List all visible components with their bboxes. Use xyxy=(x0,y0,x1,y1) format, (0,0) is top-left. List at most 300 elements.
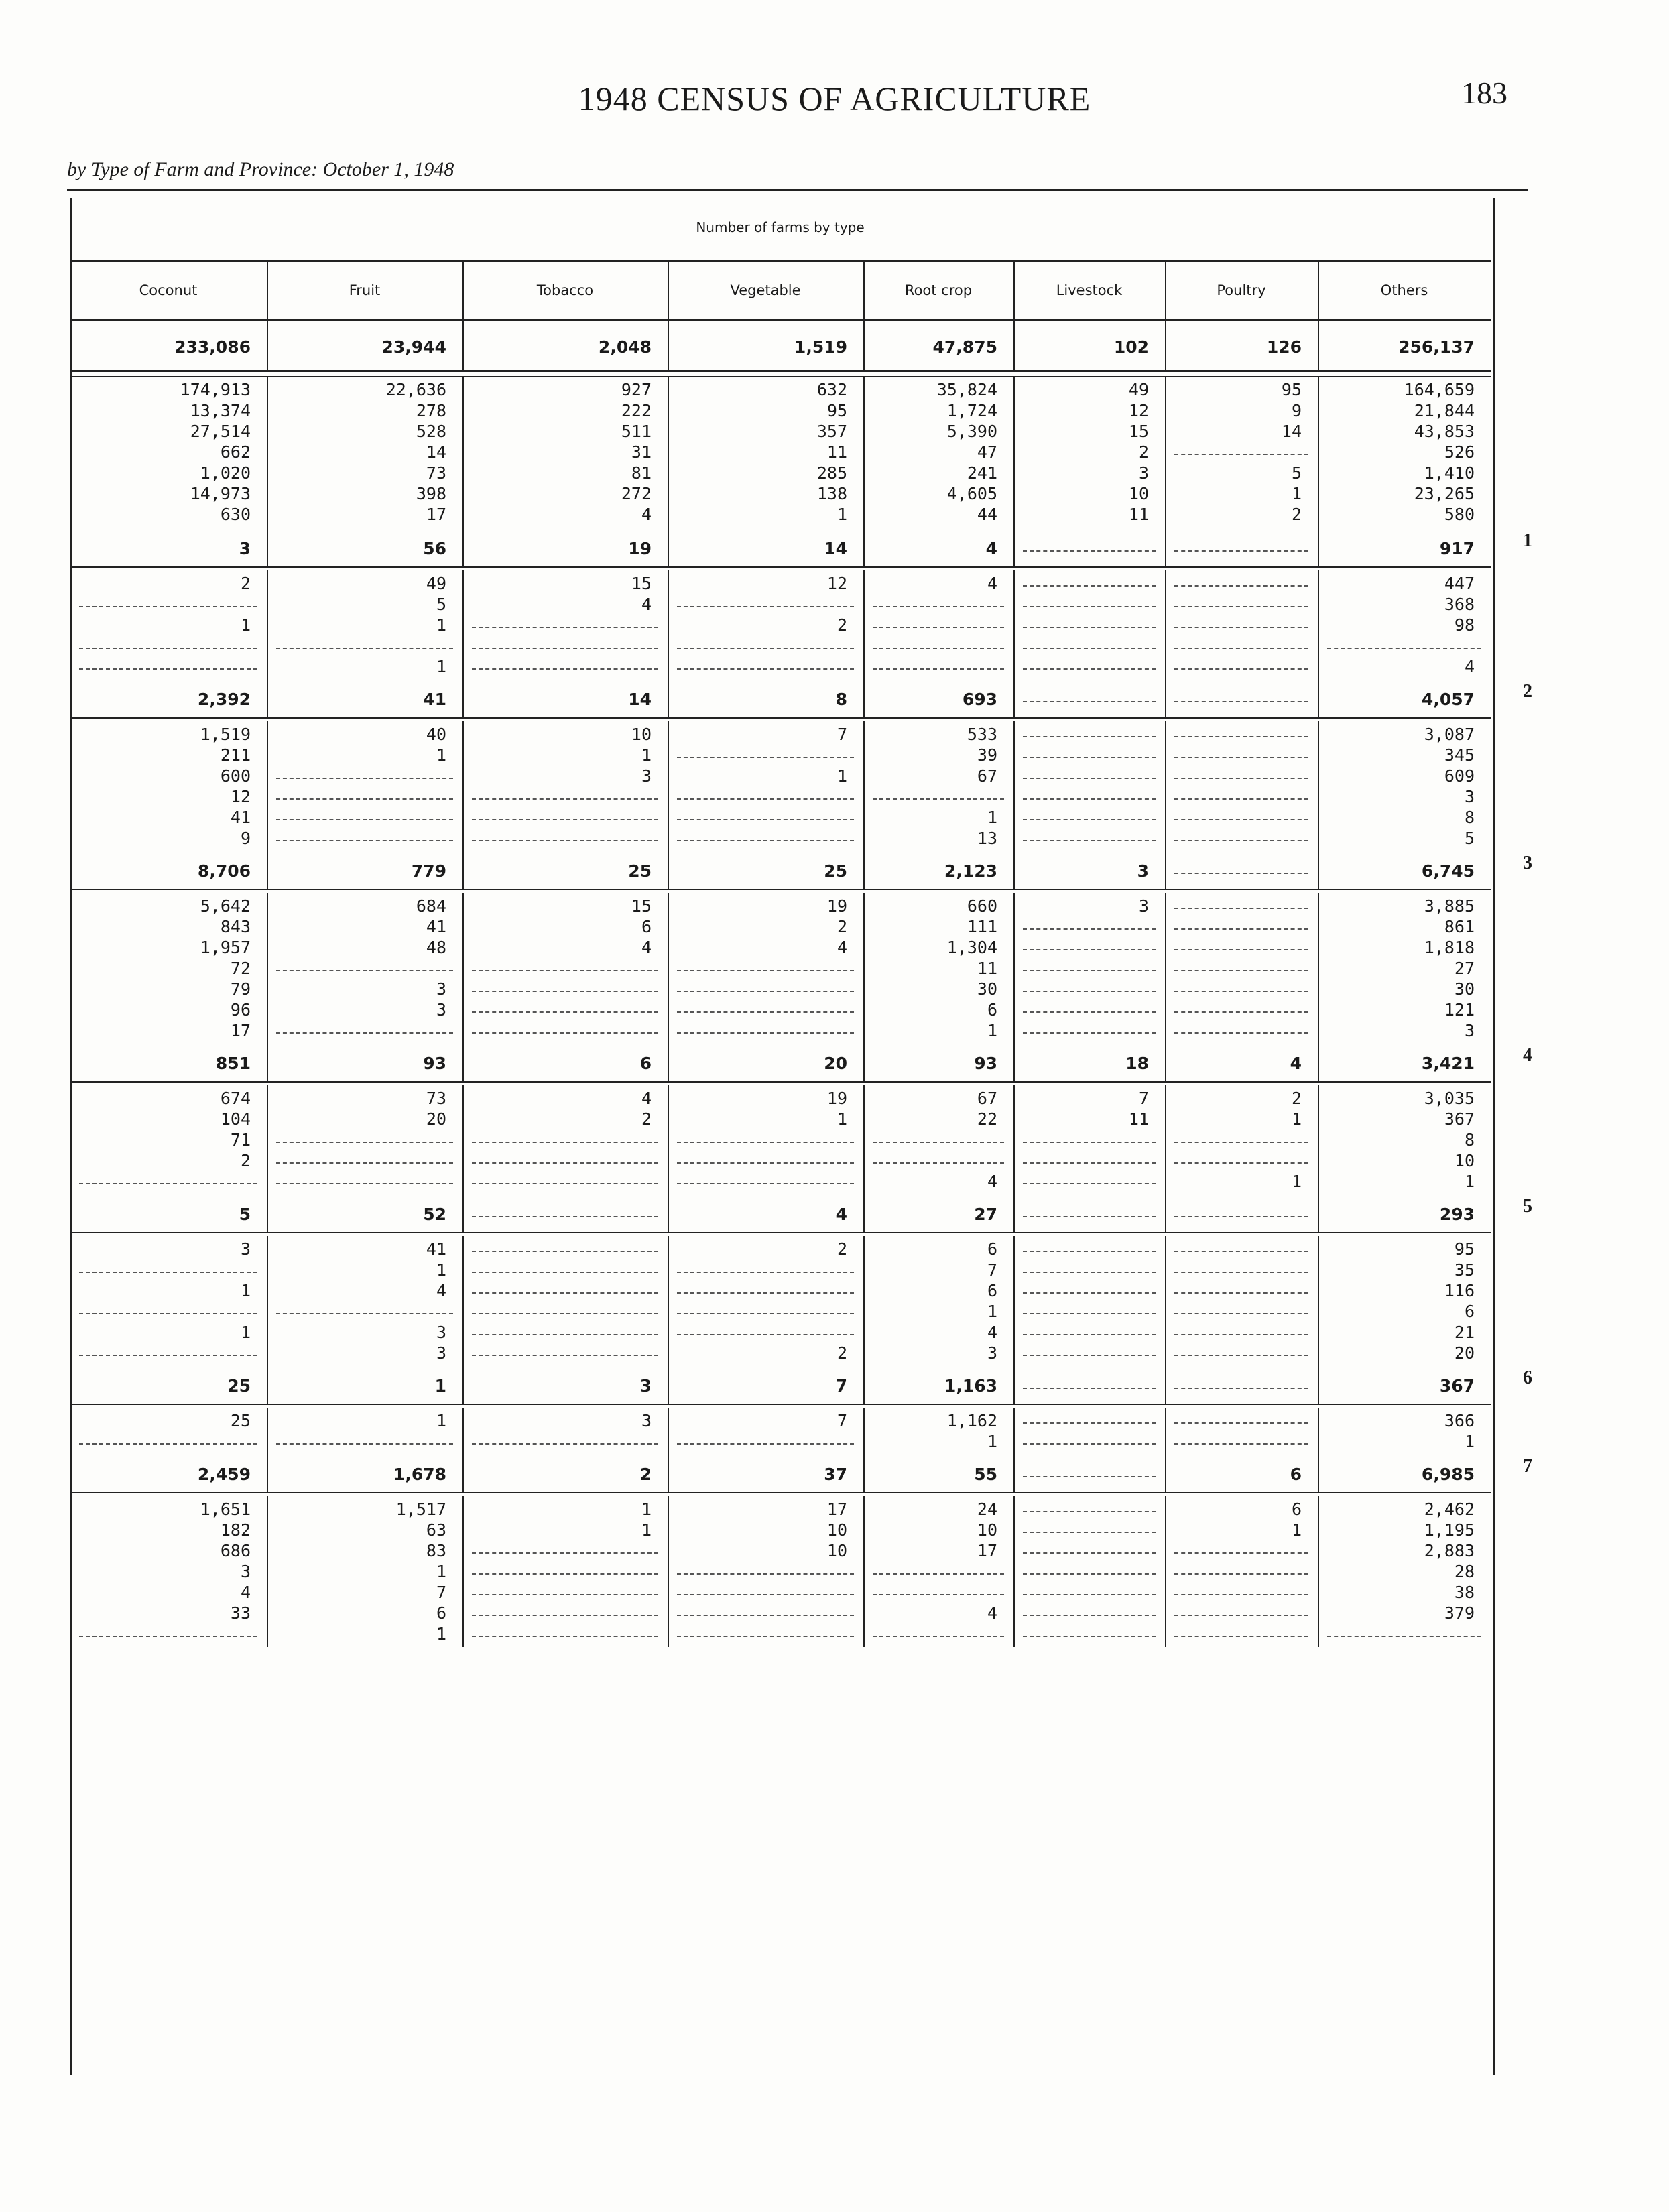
data-cell: 1 xyxy=(641,745,652,765)
leader-dots xyxy=(1174,1355,1308,1356)
section-rule xyxy=(70,1404,1491,1405)
data-cell: 1 xyxy=(1291,1520,1302,1540)
data-cell: 7 xyxy=(436,1583,446,1602)
data-cell: 686 xyxy=(220,1541,251,1560)
total-cell: 1,163 xyxy=(944,1376,997,1396)
data-cell: 241 xyxy=(967,463,997,483)
column-header-4 xyxy=(863,261,1015,321)
leader-dots xyxy=(873,1636,1004,1637)
leader-dots xyxy=(677,1032,854,1034)
leader-dots xyxy=(1023,1183,1156,1184)
column-divider xyxy=(863,1496,865,1647)
leader-dots xyxy=(276,1313,453,1314)
data-cell: 73 xyxy=(426,1089,446,1108)
column-divider xyxy=(462,893,464,1044)
data-cell: 31 xyxy=(631,442,652,462)
data-cell: 63 xyxy=(426,1520,446,1540)
leader-dots xyxy=(1023,1615,1156,1616)
data-cell: 7 xyxy=(1138,1089,1149,1108)
section-number: 1 xyxy=(1523,530,1532,551)
data-cell: 1 xyxy=(436,745,446,765)
section-number: 7 xyxy=(1523,1456,1532,1477)
column-divider xyxy=(668,377,669,529)
data-cell: 67 xyxy=(977,1089,997,1108)
data-cell: 11 xyxy=(826,442,847,462)
data-cell: 13,374 xyxy=(190,401,251,420)
total-cell: 3 xyxy=(1137,861,1149,881)
total-cell: 8,706 xyxy=(197,861,251,881)
total-cell: 56 xyxy=(423,539,446,558)
leader-dots xyxy=(276,798,453,800)
data-cell: 20 xyxy=(426,1109,446,1129)
data-cell: 3 xyxy=(436,1343,446,1363)
total-cell: 4 xyxy=(1290,1054,1302,1073)
data-cell: 2 xyxy=(837,917,847,936)
data-cell: 528 xyxy=(416,422,446,441)
leader-dots xyxy=(472,1183,658,1184)
data-cell: 927 xyxy=(621,380,652,400)
data-cell: 6 xyxy=(1464,1302,1475,1321)
leader-dots xyxy=(677,1334,854,1335)
data-cell: 17 xyxy=(230,1021,251,1040)
total-cell: 7 xyxy=(835,1376,847,1396)
leader-dots xyxy=(677,1636,854,1637)
data-cell: 1,651 xyxy=(200,1499,251,1519)
data-cell: 1 xyxy=(987,808,997,827)
section-number: 6 xyxy=(1523,1367,1532,1388)
data-cell: 285 xyxy=(816,463,847,483)
data-cell: 3 xyxy=(240,1562,251,1581)
data-cell: 367 xyxy=(1444,1109,1475,1129)
data-cell: 511 xyxy=(621,422,652,441)
leader-dots xyxy=(1174,1334,1308,1335)
column-divider xyxy=(863,570,865,680)
data-cell: 1 xyxy=(1291,1172,1302,1191)
column-divider xyxy=(863,377,865,529)
data-cell: 2 xyxy=(1291,505,1302,524)
column-divider xyxy=(863,320,865,370)
leader-dots xyxy=(1174,585,1308,587)
data-cell: 2,462 xyxy=(1424,1499,1475,1519)
data-cell: 138 xyxy=(816,484,847,503)
data-cell: 30 xyxy=(1454,979,1475,999)
data-cell: 278 xyxy=(416,401,446,420)
leader-dots xyxy=(1023,648,1156,649)
table-subtitle: by Type of Farm and Province: October 1, 1948 xyxy=(67,158,454,180)
leader-dots xyxy=(677,1573,854,1575)
data-cell: 10 xyxy=(826,1520,847,1540)
total-cell: 293 xyxy=(1439,1205,1475,1224)
leader-dots xyxy=(472,1443,658,1445)
section-number: 2 xyxy=(1523,681,1532,702)
leader-dots xyxy=(79,1183,257,1184)
column-divider xyxy=(1013,1408,1015,1455)
data-cell: 39 xyxy=(977,745,997,765)
column-divider xyxy=(267,893,268,1044)
leader-dots xyxy=(1023,1443,1156,1445)
data-cell: 3 xyxy=(240,1239,251,1259)
data-cell: 73 xyxy=(426,463,446,483)
total-cell: 4,057 xyxy=(1421,690,1475,709)
data-cell: 33 xyxy=(230,1603,251,1623)
data-cell: 366 xyxy=(1444,1411,1475,1430)
column-divider xyxy=(267,1408,268,1455)
data-cell: 345 xyxy=(1444,745,1475,765)
data-cell: 7 xyxy=(837,725,847,744)
data-cell: 35,824 xyxy=(936,380,997,400)
column-divider xyxy=(1318,1455,1319,1492)
leader-dots xyxy=(276,1032,453,1034)
data-cell: 104 xyxy=(220,1109,251,1129)
total-cell: 1,678 xyxy=(393,1465,446,1484)
column-divider xyxy=(1013,1366,1015,1404)
data-cell: 1 xyxy=(837,766,847,786)
leader-dots xyxy=(677,668,854,670)
leader-dots xyxy=(79,1636,257,1637)
leader-dots xyxy=(677,1443,854,1445)
column-divider xyxy=(267,570,268,680)
leader-dots xyxy=(1174,627,1308,628)
leader-dots xyxy=(472,1142,658,1143)
column-divider xyxy=(668,1044,669,1081)
leader-dots xyxy=(472,840,658,841)
column-divider xyxy=(668,1408,669,1455)
data-cell: 357 xyxy=(816,422,847,441)
data-cell: 27 xyxy=(1454,959,1475,978)
leader-dots xyxy=(1174,648,1308,649)
column-header-label: Fruit xyxy=(349,282,381,298)
data-cell: 1 xyxy=(240,615,251,635)
leader-dots xyxy=(1174,991,1308,992)
data-cell: 17 xyxy=(977,1541,997,1560)
page-number: 183 xyxy=(1461,76,1507,110)
section-rule xyxy=(70,1232,1491,1233)
leader-dots xyxy=(276,840,453,841)
column-divider xyxy=(267,721,268,851)
data-cell: 98 xyxy=(1454,615,1475,635)
column-divider xyxy=(462,851,464,889)
data-cell: 182 xyxy=(220,1520,251,1540)
data-cell: 533 xyxy=(967,725,997,744)
column-header-0 xyxy=(70,261,268,321)
leader-dots xyxy=(1174,1142,1308,1143)
total-cell: 52 xyxy=(423,1205,446,1224)
leader-dots xyxy=(79,668,257,670)
leader-dots xyxy=(1174,1615,1308,1616)
data-cell: 1 xyxy=(436,1624,446,1644)
section-number: 3 xyxy=(1523,853,1532,873)
data-cell: 111 xyxy=(967,917,997,936)
total-cell: 917 xyxy=(1439,539,1475,558)
leader-dots xyxy=(1174,1388,1308,1389)
leader-dots xyxy=(1023,585,1156,587)
data-cell: 4 xyxy=(641,1089,652,1108)
data-cell: 2 xyxy=(837,1239,847,1259)
data-cell: 222 xyxy=(621,401,652,420)
column-divider xyxy=(1165,1194,1166,1232)
leader-dots xyxy=(1174,1552,1308,1554)
data-cell: 2 xyxy=(1291,1089,1302,1108)
leader-dots xyxy=(472,819,658,820)
leader-dots xyxy=(1023,1532,1156,1533)
data-cell: 1 xyxy=(1291,484,1302,503)
data-cell: 15 xyxy=(631,574,652,593)
data-cell: 3 xyxy=(641,766,652,786)
leader-dots xyxy=(677,1162,854,1164)
data-cell: 6 xyxy=(987,1281,997,1300)
section-rule xyxy=(70,1492,1491,1493)
leader-dots xyxy=(1023,1355,1156,1356)
column-divider xyxy=(863,680,865,717)
leader-dots xyxy=(677,970,854,971)
data-cell: 1 xyxy=(436,615,446,635)
leader-dots xyxy=(677,1272,854,1273)
column-divider xyxy=(863,1044,865,1081)
total-cell: 25 xyxy=(227,1376,251,1396)
leader-dots xyxy=(677,798,854,800)
leader-dots xyxy=(1174,1216,1308,1217)
leader-dots xyxy=(472,627,658,628)
leader-dots xyxy=(1023,840,1156,841)
data-cell: 1 xyxy=(987,1432,997,1451)
data-cell: 447 xyxy=(1444,574,1475,593)
data-cell: 272 xyxy=(621,484,652,503)
data-cell: 6 xyxy=(1291,1499,1302,1519)
column-divider xyxy=(668,529,669,566)
section-rule xyxy=(70,717,1491,719)
leader-dots xyxy=(472,648,658,649)
column-divider xyxy=(1013,1194,1015,1232)
leader-dots xyxy=(1023,1388,1156,1389)
column-header-2 xyxy=(462,261,669,321)
total-cell: 14 xyxy=(628,690,652,709)
data-cell: 1,818 xyxy=(1424,938,1475,957)
total-cell: 3,421 xyxy=(1421,1054,1475,1073)
column-divider xyxy=(1013,320,1015,370)
leader-dots xyxy=(1174,606,1308,607)
data-cell: 5,390 xyxy=(946,422,997,441)
column-divider xyxy=(668,721,669,851)
total-cell: 37 xyxy=(824,1465,847,1484)
leader-dots xyxy=(1327,648,1481,649)
data-cell: 1 xyxy=(436,657,446,676)
column-divider xyxy=(267,680,268,717)
data-cell: 67 xyxy=(977,766,997,786)
leader-dots xyxy=(79,606,257,607)
total-cell: 25 xyxy=(824,861,847,881)
data-cell: 1,724 xyxy=(946,401,997,420)
column-header-label: Others xyxy=(1380,282,1428,298)
leader-dots xyxy=(1023,970,1156,971)
column-divider xyxy=(1013,570,1015,680)
data-cell: 4 xyxy=(837,938,847,957)
leader-dots xyxy=(873,627,1004,628)
leader-dots xyxy=(677,991,854,992)
leader-dots xyxy=(472,1292,658,1294)
column-divider xyxy=(863,893,865,1044)
column-divider xyxy=(1318,1194,1319,1232)
data-cell: 4 xyxy=(641,938,652,957)
leader-dots xyxy=(1023,949,1156,950)
column-divider xyxy=(462,1085,464,1194)
leader-dots xyxy=(1174,928,1308,930)
column-divider xyxy=(1318,377,1319,529)
leader-dots xyxy=(472,1573,658,1575)
data-cell: 4,605 xyxy=(946,484,997,503)
data-cell: 96 xyxy=(230,1000,251,1020)
column-divider xyxy=(1318,570,1319,680)
leader-dots xyxy=(677,1292,854,1294)
total-cell: 93 xyxy=(423,1054,446,1073)
data-cell: 15 xyxy=(1128,422,1149,441)
column-divider xyxy=(1318,721,1319,851)
leader-dots xyxy=(472,1216,658,1217)
leader-dots xyxy=(1023,606,1156,607)
data-cell: 38 xyxy=(1454,1583,1475,1602)
leader-dots xyxy=(276,778,453,779)
data-cell: 3 xyxy=(1138,463,1149,483)
column-divider xyxy=(1013,721,1015,851)
column-divider xyxy=(1318,529,1319,566)
column-divider xyxy=(462,529,464,566)
leader-dots xyxy=(1174,1313,1308,1314)
leader-dots xyxy=(1023,1511,1156,1512)
total-cell: 2,048 xyxy=(598,337,652,357)
column-divider xyxy=(1165,1455,1166,1492)
leader-dots xyxy=(1174,1292,1308,1294)
leader-dots xyxy=(677,606,854,607)
data-cell: 609 xyxy=(1444,766,1475,786)
data-cell: 83 xyxy=(426,1541,446,1560)
column-divider xyxy=(1165,721,1166,851)
leader-dots xyxy=(472,1552,658,1554)
leader-dots xyxy=(1023,1552,1156,1554)
data-cell: 10 xyxy=(1454,1151,1475,1170)
data-cell: 660 xyxy=(967,896,997,916)
data-cell: 12 xyxy=(230,787,251,806)
leader-dots xyxy=(1023,991,1156,992)
data-cell: 15 xyxy=(631,896,652,916)
data-cell: 35 xyxy=(1454,1260,1475,1280)
column-header-label: Tobacco xyxy=(536,282,594,298)
column-divider xyxy=(462,1408,464,1455)
column-divider xyxy=(462,1496,464,1647)
leader-dots xyxy=(1174,1594,1308,1595)
column-divider xyxy=(1318,1496,1319,1647)
leader-dots xyxy=(1023,798,1156,800)
total-cell: 779 xyxy=(411,861,446,881)
data-cell: 30 xyxy=(977,979,997,999)
total-cell: 6,985 xyxy=(1421,1465,1475,1484)
leader-dots xyxy=(1023,1251,1156,1252)
column-header-7 xyxy=(1318,261,1491,321)
column-divider xyxy=(462,320,464,370)
data-cell: 1 xyxy=(436,1411,446,1430)
total-cell: 2,459 xyxy=(197,1465,251,1484)
column-divider xyxy=(1318,680,1319,717)
data-cell: 1 xyxy=(1291,1109,1302,1129)
data-cell: 8 xyxy=(1464,1130,1475,1150)
column-divider xyxy=(267,1194,268,1232)
data-cell: 95 xyxy=(1281,380,1302,400)
column-divider xyxy=(863,1085,865,1194)
table-frame xyxy=(70,198,1495,2075)
leader-dots xyxy=(1174,757,1308,758)
data-cell: 10 xyxy=(977,1520,997,1540)
leader-dots xyxy=(1023,1216,1156,1217)
column-divider xyxy=(1013,1085,1015,1194)
data-cell: 17 xyxy=(426,505,446,524)
data-cell: 379 xyxy=(1444,1603,1475,1623)
leader-dots xyxy=(1023,736,1156,737)
data-cell: 49 xyxy=(426,574,446,593)
data-cell: 13 xyxy=(977,828,997,848)
data-cell: 5,642 xyxy=(200,896,251,916)
leader-dots xyxy=(677,1142,854,1143)
data-cell: 2 xyxy=(1138,442,1149,462)
data-cell: 11 xyxy=(1128,505,1149,524)
leader-dots xyxy=(873,798,1004,800)
column-divider xyxy=(668,893,669,1044)
column-header-label: Vegetable xyxy=(730,282,801,298)
leader-dots xyxy=(1023,668,1156,670)
column-divider xyxy=(1165,377,1166,529)
data-cell: 674 xyxy=(220,1089,251,1108)
leader-dots xyxy=(1023,1313,1156,1314)
leader-dots xyxy=(472,1251,658,1252)
column-divider xyxy=(462,721,464,851)
column-divider xyxy=(1013,1455,1015,1492)
leader-dots xyxy=(1174,908,1308,909)
column-divider xyxy=(1013,1044,1015,1081)
total-cell: 367 xyxy=(1439,1376,1475,1396)
leader-dots xyxy=(1023,819,1156,820)
total-cell: 3 xyxy=(639,1376,652,1396)
data-cell: 95 xyxy=(1454,1239,1475,1259)
data-cell: 41 xyxy=(426,917,446,936)
data-cell: 23,265 xyxy=(1414,484,1475,503)
column-divider xyxy=(1165,680,1166,717)
total-cell: 8 xyxy=(835,690,847,709)
total-cell: 1 xyxy=(434,1376,446,1396)
column-divider xyxy=(267,529,268,566)
data-cell: 11 xyxy=(1128,1109,1149,1129)
data-cell: 1 xyxy=(436,1562,446,1581)
leader-dots xyxy=(1023,778,1156,779)
data-cell: 1,517 xyxy=(395,1499,446,1519)
leader-dots xyxy=(677,1183,854,1184)
column-divider xyxy=(462,377,464,529)
total-cell: 41 xyxy=(423,690,446,709)
total-cell: 5 xyxy=(239,1205,251,1224)
data-cell: 121 xyxy=(1444,1000,1475,1020)
data-cell: 43,853 xyxy=(1414,422,1475,441)
column-divider xyxy=(462,680,464,717)
leader-dots xyxy=(1023,1476,1156,1477)
data-cell: 4 xyxy=(1464,657,1475,676)
leader-dots xyxy=(677,648,854,649)
total-cell: 2,392 xyxy=(197,690,251,709)
data-cell: 41 xyxy=(426,1239,446,1259)
leader-dots xyxy=(1174,550,1308,552)
data-cell: 12 xyxy=(826,574,847,593)
column-divider xyxy=(668,1455,669,1492)
leader-dots xyxy=(1023,701,1156,702)
total-cell: 55 xyxy=(974,1465,997,1484)
column-divider xyxy=(1165,893,1166,1044)
total-cell: 126 xyxy=(1266,337,1302,357)
leader-dots xyxy=(1023,1334,1156,1335)
